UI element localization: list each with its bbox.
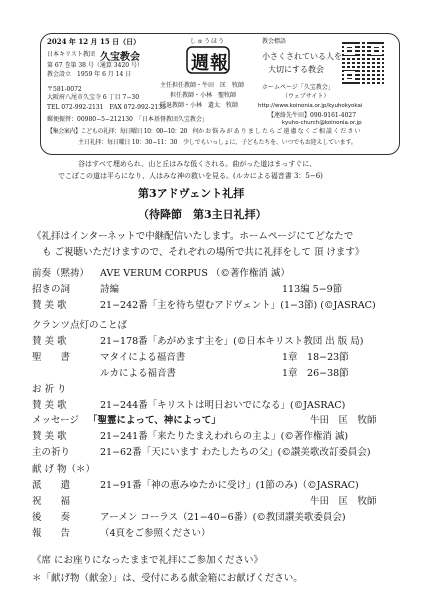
- bulletin-date: 2024 年 12 月 15 日（日）: [47, 37, 141, 46]
- pastor-assistant: 担任教師・小林 聖牧師: [170, 92, 237, 99]
- order-text: 21−242番「主を待ち望むアドヴェント」(1−3節) (©JASRAC): [100, 300, 376, 311]
- postal-transfer: 郵便振替：00980−5−212130 「日本基督教団久宝教会」: [47, 116, 208, 123]
- website-label: ホームページ「久宝教会」: [262, 84, 334, 91]
- order-text: 「聖霊によって、神によって」: [88, 415, 221, 426]
- founded-date: 教会設立 1959 年 6 月 14 日: [47, 71, 132, 78]
- order-text: AVE VERUM CORPUS （©著作権消 滅）: [100, 268, 290, 279]
- order-label: 賛 美 歌: [32, 336, 67, 347]
- closing-note-2: ＊「献げ物（献金）」は、受付にある献金箱にお献げください。: [32, 573, 303, 584]
- service-subtitle: （待降節 第3主日礼拝）: [138, 208, 267, 221]
- order-text: マタイによる福音書: [100, 352, 186, 363]
- order-label: メッセージ: [32, 415, 79, 426]
- order-text: 21−91番「神の恵みゆたかに受け」(1節のみ)（©JASRAC): [100, 480, 359, 491]
- bulletin-title: 週報: [191, 53, 229, 74]
- order-text: 詩編: [100, 284, 120, 295]
- order-text: 21−241番「来たりたまえわれらの主よ」(©著作権消 滅): [100, 431, 349, 442]
- stream-notice-1: 《礼拝はインターネットで中継配信いたします。ホームページにてどなたで: [32, 231, 354, 242]
- order-label: 賛 美 歌: [32, 431, 67, 442]
- title-ruby: しゅうほう: [190, 38, 226, 45]
- order-label: お 祈 り: [32, 384, 67, 395]
- motto-line-1: 小さくされている人を: [262, 52, 342, 61]
- order-label: 献 げ 物（＊）: [32, 464, 96, 475]
- tel-fax: TEL 072-992-2131 FAX 072-992-2135: [47, 104, 166, 111]
- order-label: 聖 書: [32, 352, 71, 363]
- service-title: 第3アドヴェント礼拝: [138, 187, 245, 200]
- church-name: 久宝教会: [100, 52, 140, 63]
- order-label: 前奏（黙祷）: [32, 268, 90, 279]
- contact-phone: 【連絡先牛田】090-9161-4027: [268, 112, 357, 119]
- order-ref: 1章 26−38節: [282, 368, 349, 379]
- order-ref: 牛田 匡 牧師: [310, 415, 377, 426]
- pastor-main: 主任担任教師・牛田 匡 牧師: [160, 82, 245, 89]
- motto-label: 教会標語: [262, 38, 287, 45]
- assembly-info-1: 【集会案内】こどもの礼拝：毎日曜日 10：00−10：20 何か お 悩 み が あ り ま し た ら ご 遠 慮 な く ご 相 談 く だ さ い: [47, 128, 361, 135]
- order-text: 21−244番「キリストは明日おいでになる」(©JASRAC): [100, 400, 346, 411]
- order-label: 後 奏: [32, 512, 71, 523]
- pastor-retired: 隠退教師・小林 遺太 牧師: [160, 102, 239, 109]
- order-label: 派 遣: [32, 480, 71, 491]
- order-label: 賛 美 歌: [32, 300, 67, 311]
- order-ref: 1章 18−23節: [282, 352, 349, 363]
- motto-line-2: 大切にする教会: [268, 65, 324, 74]
- qr-code-icon[interactable]: [342, 42, 384, 84]
- closing-note-1: 《席 にお座りになったままで礼拝にご参加ください》: [32, 555, 264, 566]
- order-text: 21−178番「あがめます主を」(©日本キリスト教団 出 版 局): [100, 336, 364, 347]
- church-line-prefix: 日本キリスト教団: [47, 51, 95, 58]
- order-ref: 牛田 匡 牧師: [310, 496, 377, 507]
- verse-line-1: 谷はすべて埋められ、山と丘はみな低くされる。曲がった道はまっすぐに、: [78, 160, 317, 168]
- order-label: 祝 福: [32, 496, 71, 507]
- order-label: クランツ点灯のことば: [32, 320, 128, 331]
- order-label: 招きの詞: [32, 284, 71, 295]
- order-label: 報 告: [32, 528, 71, 539]
- order-label: 主の祈り: [32, 447, 71, 458]
- postal-code: 〒581-0072: [47, 86, 82, 93]
- order-text: ルカによる福音書: [100, 368, 177, 379]
- order-ref: 113編 5−9節: [282, 284, 343, 295]
- order-text: （4頁をご参照ください）: [100, 528, 211, 539]
- verse-line-2: でこぼこの道は平らになり、人はみな神の救いを見る。(ルカによる福音書 3：5−6): [58, 172, 323, 180]
- order-text: アーメン コーラス（21−40−6番）(©教団讃美歌委員会): [100, 512, 346, 523]
- website-sub: （ウェブサイト）: [282, 93, 330, 100]
- contact-email[interactable]: kyuho-church@koinonia.or.jp: [282, 120, 362, 126]
- church-address: 大阪府八尾市久宝寺 6 丁目 7−30: [47, 94, 140, 101]
- stream-notice-2: も ご視聴いただけますので、それぞれの場所で共に礼拝をして 頂 けます》: [42, 247, 365, 258]
- order-text: 21−62番「天にいます わたしたちの父」(©讃美歌改訂委員会): [100, 447, 371, 458]
- assembly-info-2: 主日礼拝：毎日曜日 10：30−11：30 少しでもいっしょに、子どもたちを、いつでもお迎えしています。: [78, 139, 357, 146]
- website-url[interactable]: http://www.koinonia.or.jp/kyuhokyokai: [258, 103, 363, 109]
- order-label: 賛 美 歌: [32, 400, 67, 411]
- issue-number: 第 67 巻第 38 号（通算 3420 号）: [47, 62, 143, 69]
